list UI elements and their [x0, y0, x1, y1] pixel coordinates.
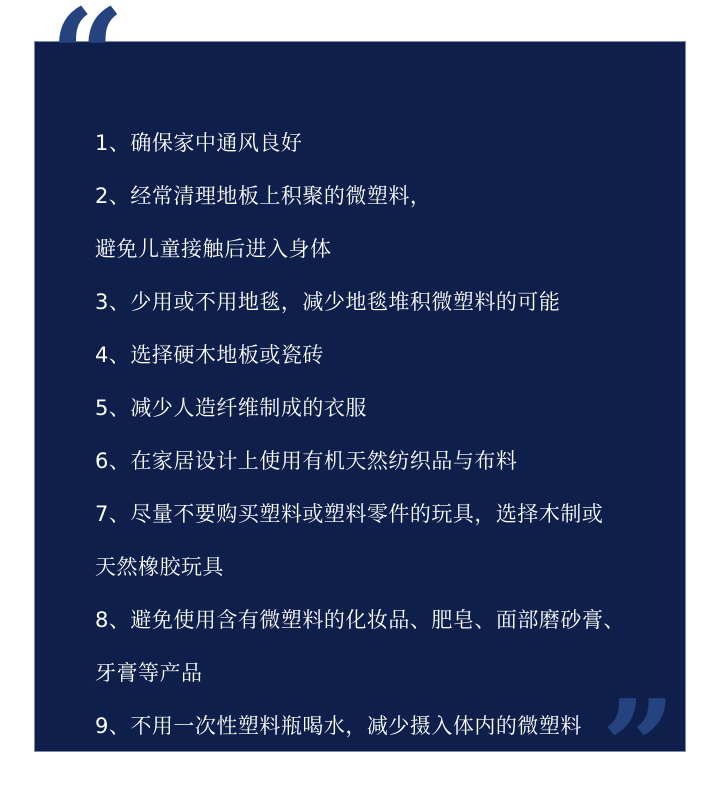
tip-line: 避免儿童接触后进入身体	[95, 237, 332, 261]
tip-line: 4、选择硬木地板或瓷砖	[95, 343, 324, 367]
tip-line: 1、确保家中通风良好	[95, 131, 303, 155]
tip-line: 牙膏等产品	[95, 661, 203, 685]
tip-line: 2、经常清理地板上积聚的微塑料，	[95, 184, 432, 208]
tip-line: 6、在家居设计上使用有机天然纺织品与布料	[95, 449, 518, 473]
close-quote-icon: ”	[601, 671, 676, 790]
tips-list	[95, 117, 625, 790]
tip-line: 5、减少人造纤维制成的衣服	[95, 396, 367, 420]
tips-card	[34, 41, 686, 790]
tip-line: 8、避免使用含有微塑料的化妆品、肥皂、面部磨砂膏、	[95, 608, 625, 632]
open-quote-icon: “	[50, 0, 125, 133]
tip-line: 7、尽量不要购买塑料或塑料零件的玩具，选择木制或	[95, 502, 604, 526]
tip-line: 10、在室内使用空气净化机，畅享洁净呼吸体验	[95, 767, 553, 790]
tip-line: 天然橡胶玩具	[95, 555, 224, 579]
tip-line: 9、不用一次性塑料瓶喝水，减少摄入体内的微塑料	[95, 714, 582, 738]
tip-line: 3、少用或不用地毯，减少地毯堆积微塑料的可能	[95, 290, 561, 314]
